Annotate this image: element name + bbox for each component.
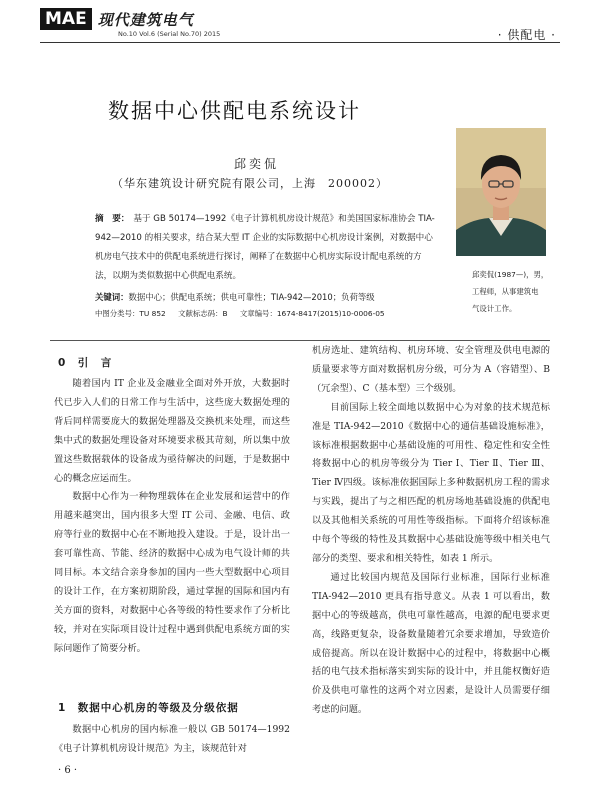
class-number: 中图分类号：TU 852 xyxy=(95,309,166,318)
article-title: 数据中心供配电系统设计 xyxy=(108,99,361,123)
article-number: 文章编号：1674-8417(2015)10-0006-05 xyxy=(239,309,385,318)
author-portrait-icon xyxy=(456,128,546,256)
section-tag: · 供配电 · xyxy=(497,28,556,42)
bio-line: 邱奕侃(1987—)，男， xyxy=(472,270,549,279)
author-bio xyxy=(472,266,552,317)
paragraph: 数据中心机房的国内标准一般以 GB 50174—1992《电子计算机机房设计规范》为主，该规范针对 xyxy=(54,724,290,754)
journal-logo xyxy=(40,6,194,32)
left-column-bottom xyxy=(54,721,290,759)
author-name: 邱奕侃 xyxy=(234,157,280,171)
classification-row xyxy=(95,308,455,319)
keywords-label: 关键词： xyxy=(95,292,129,302)
paragraph: 机房选址、建筑结构、机房环境、安全管理及供电电源的质量要求等方面对数据机房分级，可分为 A（容错型）、B（冗余型）、C（基本型）三个级别。 xyxy=(312,345,550,394)
header-rule xyxy=(40,42,560,43)
right-column xyxy=(312,342,550,720)
intro-heading: 0 引 言 xyxy=(58,357,113,369)
journal-name: 现代建筑电气 xyxy=(97,10,194,29)
paragraph: 通过比较国内规范及国际行业标准，国际行业标准 TIA-942—2010 更具有指导意义。从表 1 可以看出，数据中心的等级越高，供电可靠性越高，电源的配电要求更高，线路更复杂，设备数量随着冗余要求增加，导致造价成倍提高。所以在设计数据中心的过程中，将数据中心概括的电气技术指标落实到实际的设计中，并且能权衡好造价及供电可靠性的这两个对立因素，是设计人员需要仔细考虑的问题。 xyxy=(312,571,550,716)
bio-line: 工程师，从事建筑电 xyxy=(472,287,539,296)
left-column xyxy=(54,375,290,659)
paragraph: 目前国际上较全面地以数据中心为对象的技术规范标准是 TIA-942—2010《数据中心的通信基础设施标准》，该标准根据数据中心基础设施的可用性、稳定性和安全性将数据中心的机房等级分为 Tier Ⅰ、Tier Ⅱ、Tier Ⅲ、Tier Ⅳ四级。该标准依据国际上多种数据机房工程的需求与实践，提出了与之相匹配的机房场地基础设施的供配电以及其他相关系统的可用性等级指标。下面将介绍该标准中每个等级的特性及其数据中心基础设施等级中相关电气部分的类型、要求和相关特性，如表 1 所示。 xyxy=(312,401,550,564)
keywords xyxy=(95,291,455,303)
journal-header xyxy=(0,0,600,44)
author-affiliation: （华东建筑设计研究院有限公司，上海 200002） xyxy=(112,177,388,190)
abstract-label: 摘 要： xyxy=(95,214,130,224)
logo-mark: MAE xyxy=(40,8,92,30)
document-code: 文献标志码：B xyxy=(178,309,228,318)
keywords-text: 数据中心；供配电系统；供电可靠性；TIA-942—2010；负荷等级 xyxy=(128,292,375,302)
paragraph: 数据中心作为一种物理载体在企业发展和运营中的作用越来越突出，国内很多大型 IT 公司、金融、电信、政府等行业的数据中心在不断地投入建设。于是，设计出一套可靠性高、节能、经济的数据中心成为电气设计师的共同目标。本文结合亲身参加的国内一些大型数据中心项目的设计工作，在方案初期阶段，通过掌握的国际和国内有关方面的资料，对数据中心各等级的特性要求作了分析比较，并对在实际项目设计过程中遇到供配电系统方面的实际问题作了简要分析。 xyxy=(54,491,290,654)
section-1-heading: 1 数据中心机房的等级及分级依据 xyxy=(58,702,239,714)
bio-line: 气设计工作。 xyxy=(472,304,517,313)
portrait-illustration xyxy=(456,128,546,256)
issue-line: No.10 Vol.6 (Serial No.70) 2015 xyxy=(118,30,221,38)
abstract-text: 基于 GB 50174—1992《电子计算机机房设计规范》和美国国家标准协会 TIA-942—2010 的相关要求，结合某大型 IT 企业的实际数据中心机房设计案例，对数据中心机房电气技术中的供配电系统进行探讨，阐释了在数据中心机房实际设计配电系统的方法，以期为类似数据中心供配电系统。 xyxy=(95,214,435,281)
abstract xyxy=(95,210,437,286)
page-number: · 6 · xyxy=(58,765,78,776)
paragraph: 随着国内 IT 企业及金融业全面对外开放，大数据时代已步入人们的日常工作与生活中，这些庞大数据处理的背后同样需要庞大的数据处理器及交换机来处理，而这些集中式的数据处理设备对环境要求极其苛刻，所以集中放置这些数据载体的设备成为亟待解决的问题，于是数据中心的概念应运而生。 xyxy=(54,378,290,484)
section-divider xyxy=(50,340,550,341)
